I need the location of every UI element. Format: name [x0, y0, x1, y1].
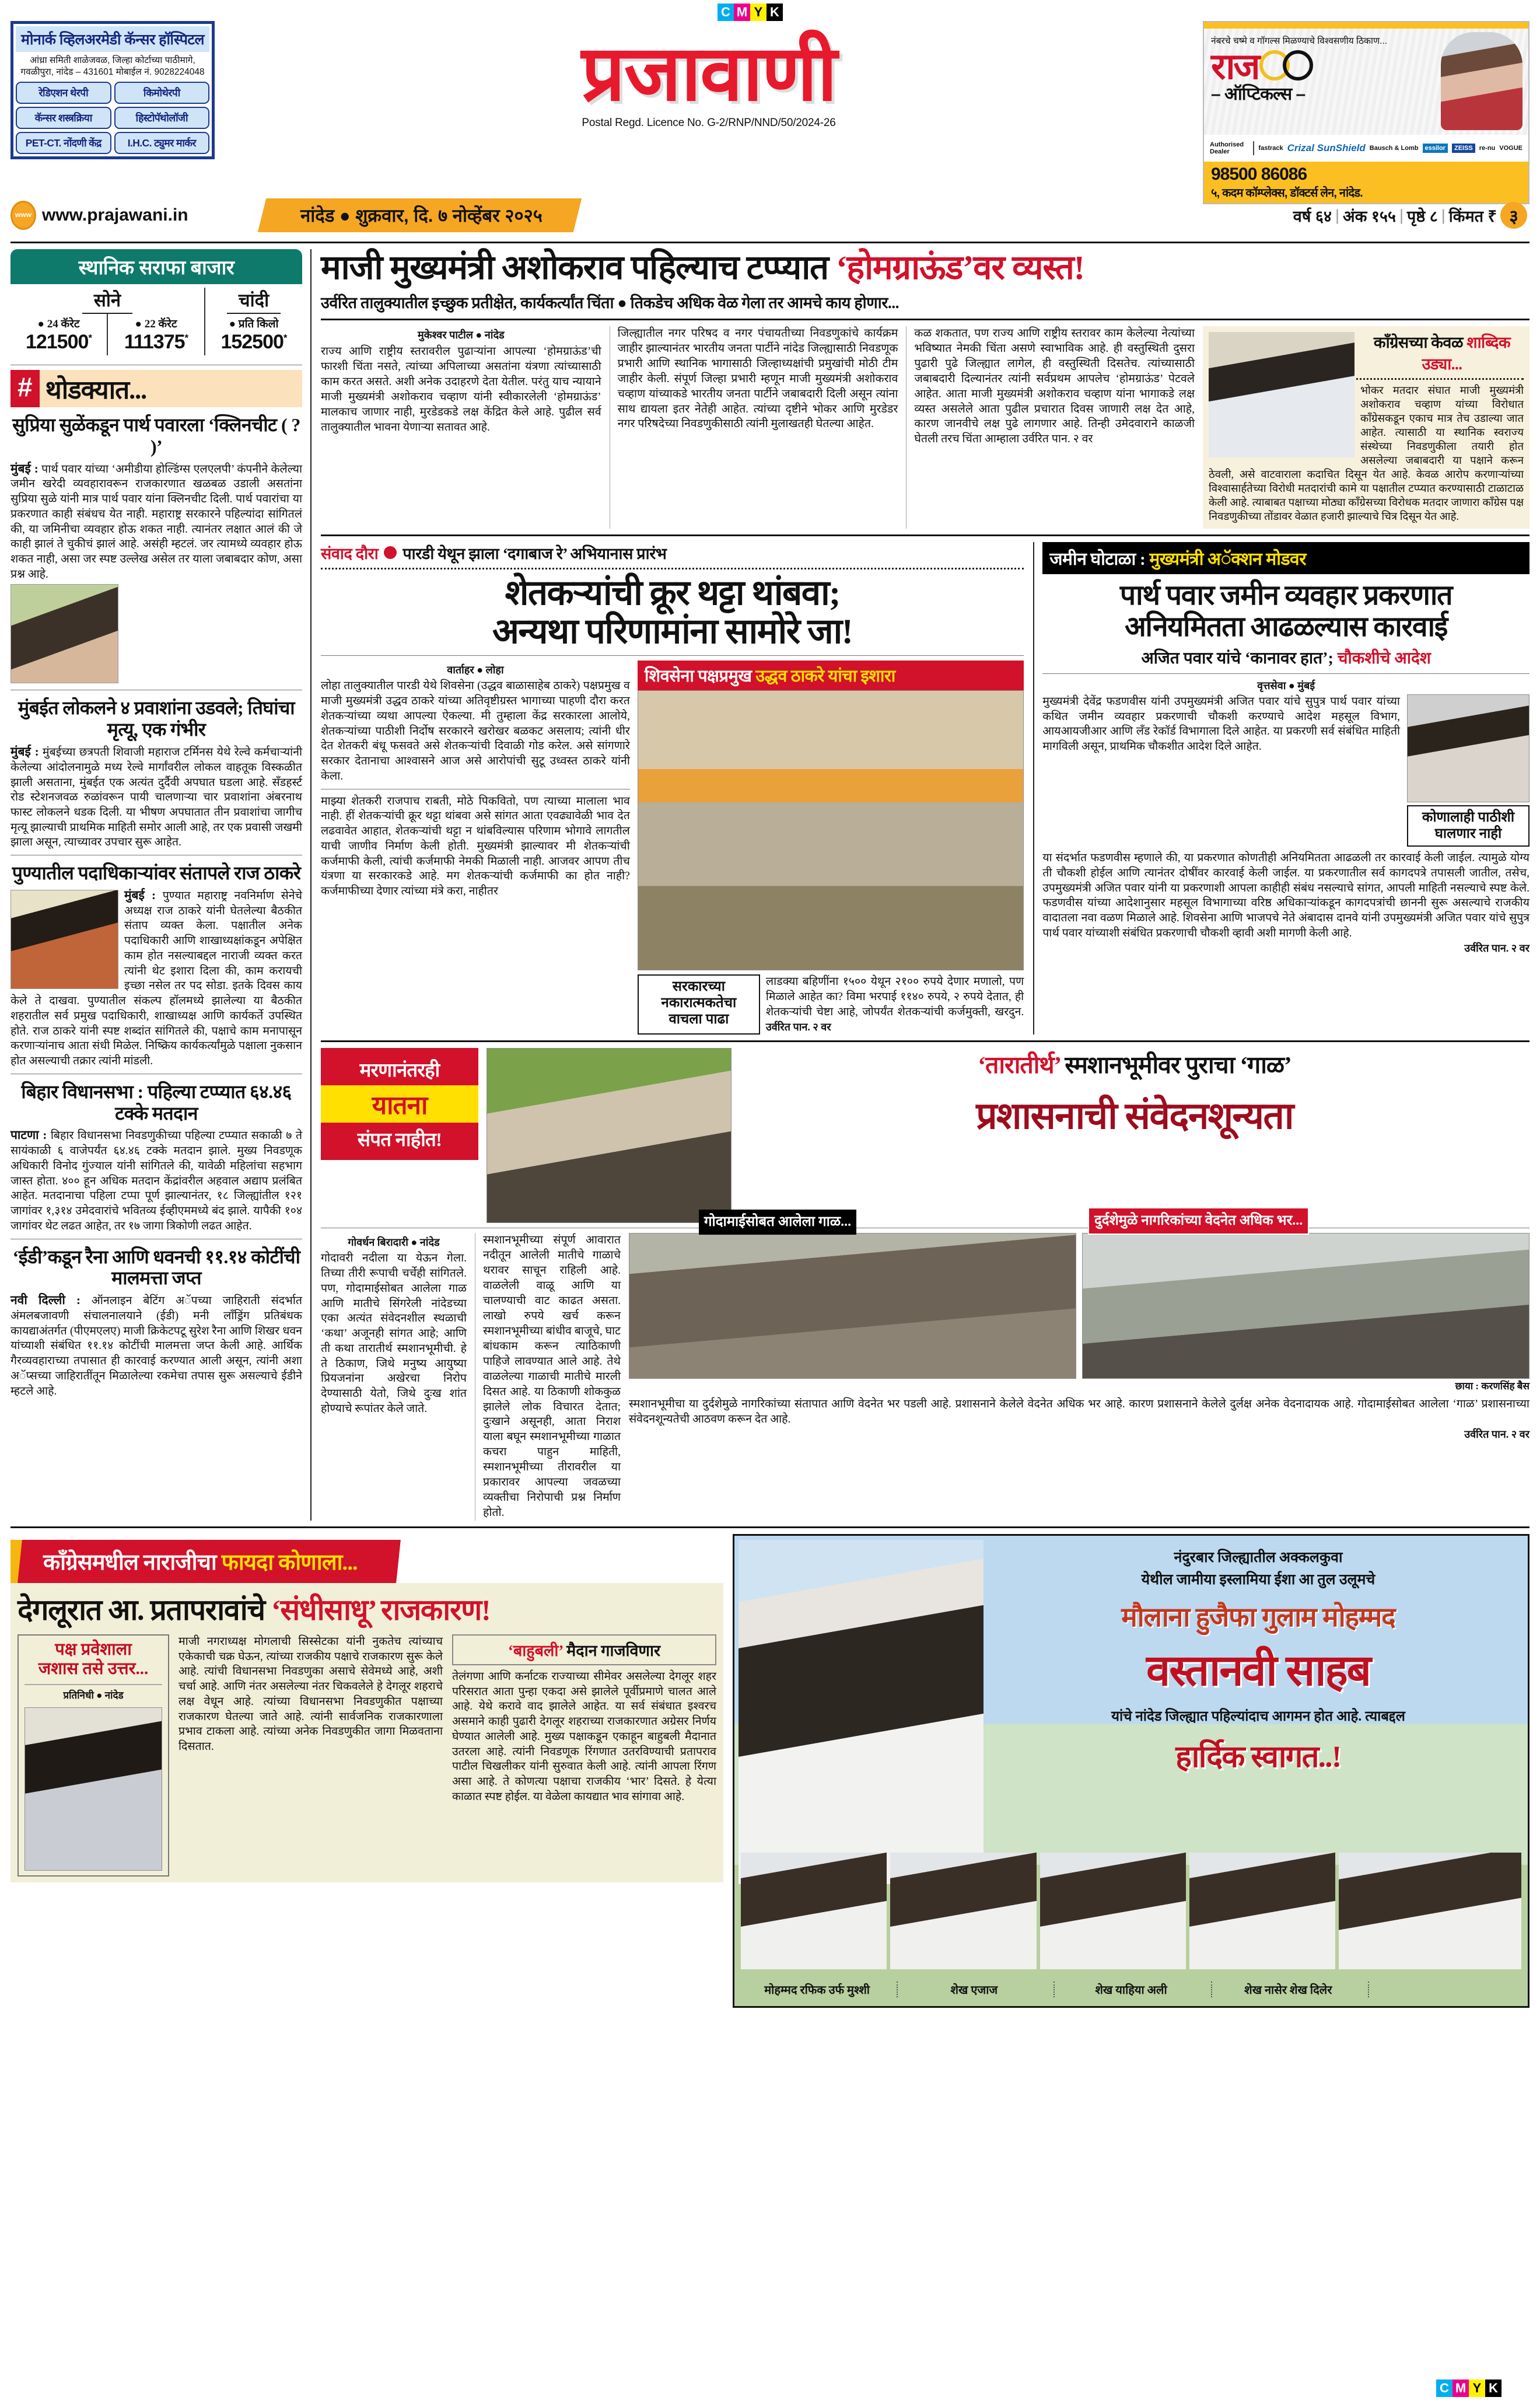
organiser-photo [1189, 1853, 1335, 1969]
story4-text-3: स्मशानभूमीचा या दुर्दशेमुळे नागरिकांच्या संतापात आणि वेदनेत भर पडली आहे. प्रशासनाने केलेले वेदनेत अधिक भर आहे. कारण प्रशासनाने केलेले दुर्लक्ष अनेक वेदनादायक आहे. गोदामाईसोबत आलेला ‘गाळ’ प्रशासनाच्या संवेदनशून्यतेची आठवण करून देत आहे. [629, 1398, 1530, 1426]
lead-text-2: जिल्ह्यातील नगर परिषद व नगर पंचायतीच्या निवडणुकांचे कार्यक्रम जाहीर झाल्यानंतर भारतीय जनता पार्टीने नांदेड जिल्ह्यासाठी निवडणूक प्रभारी आणि स्थानिक भागासाठी जिल्हाध्यक्षांची प्रमुखांची मोठी टीम जाहीर केली. संपूर्ण जिल्हा प्रभारी म्हणून माजी मुख्यमंत्री अशोकराव चव्हाण यांच्याकडे भारतीय जनता पार्टीने जबाबदारी दिली असून त्यांना साथ द्यायला इतर नेतेही आहेत. त्यांच्या दृष्टीने भोकर आणि मुरडेडर नगर परिषदेच्या निवडणुकीसाठी त्यांनी मुलाखतही घेतल्या आहेत. [617, 327, 898, 431]
optical-advertisement[interactable] [1203, 21, 1530, 204]
story5-headline-highlight: ‘संधीसाधू’ राजकारण! [271, 1593, 491, 1626]
story5-headline [18, 1589, 716, 1629]
islamic-ad-inner [738, 1540, 1524, 2002]
story3-inner [1034, 542, 1530, 955]
gold-24k-value [12, 331, 106, 354]
edition-year: वर्ष ६४ [1293, 207, 1332, 225]
optical-ad-body [1204, 29, 1528, 135]
story4-text-1: गोदावरी नदीला या येऊन गेला. तिच्या तीरी रूपाची चर्चेही सांगितले. पण, गोदामाईसोबत आलेला गाळ आणि मातीचे सिंगरेली नांदेडच्या एका अत्यंत संवेदनशील स्थळाची ‘कथा’ अजूनही सांगत आहे; आणि ती कथा तारातीर्थ स्मशानभूमीची. हे ते ठिकाण, जिथे मनुष्य आयुष्या प्रियजनांना अखेरचा निरोप देण्यासाठी येतो, जिथे दुःख शांत होण्याचे रूपांतर केले जाते. [321, 1252, 467, 1415]
story4-banner-line2: यातना [321, 1085, 478, 1123]
story5-quote-line2: जशास तसे उत्तर... [38, 1659, 149, 1679]
story5-col-3 [452, 1634, 716, 1877]
brief-text: ऑनलाइन बेटिंग अॅपच्या जाहिराती संदर्भात अंमलबजावणी संचालनालयाने (ईडी) मनी लाँड्रिंग प्रतिबंधक कायद्याअंतर्गत (पीएमएलए) माजी क्रिकेटपटू सुरेश रैना आणि शिखर धवन यांच्याशी संबंधित ११.१४ कोटींची मालमत्ता जप्त केली आहे. आर्थिक गैरव्यवहाराच्या तपासात ही कारवाई करण्यात आली असून, त्यांनी अशा अॅप्सच्या जाहिरातींतून मिळालेल्या रकमेचा तपास सुरू असल्याचे ईडीने म्हटले आहे. [10, 1295, 302, 1397]
brief-dateline: मुंबई : [124, 888, 156, 902]
story3-byline: वृत्तसेवा ● मुंबई [1257, 679, 1315, 691]
meta-separator: | [1441, 206, 1446, 224]
story2-kicker-text: पारडी येथून झाला ‘दगाबाज रे’ अभियानास प्रारंभ [402, 545, 667, 563]
story2-headline-line2: अन्यथा परिणामांना सामोरे जा! [492, 612, 853, 651]
story4-byline: गोवर्धन बिरादारी ● नांदेड [348, 1236, 440, 1249]
brief-dateline: मुंबई : [10, 745, 39, 759]
story3-subhead-highlight: चौकशीचे आदेश [1337, 649, 1431, 668]
story4-banner-line1: मरणानंतरही [359, 1060, 440, 1082]
story5-byline: प्रतिनिधी ● नांदेड [24, 1684, 162, 1701]
hospital-address-line-2: गवळीपुरा, नांदेड – 431601 मोबाईल नं. 9028224048 [20, 67, 205, 77]
brief-headline: पुण्यातील पदाधिकाऱ्यांवर संतापले राज ठाकरे [12, 862, 301, 884]
hospital-address [16, 52, 209, 82]
story4-caption-2: दुर्दशेमुळे नागरिकांच्या वेदनेत अधिक भर... [1088, 1207, 1309, 1235]
silver-label: चांदी [227, 288, 281, 314]
organiser-name: मोहम्मद रफिक उर्फ मुश्शी [764, 1983, 870, 1997]
optical-partner-brands [1204, 135, 1528, 162]
islamic-ad-welcome: हार्दिक स्वागत..! [1175, 1740, 1341, 1774]
story4-header-row [321, 1048, 1530, 1223]
hospital-service: रेडिएशन थेरपी [16, 82, 111, 104]
story4-caption-1: गोदामाईसोबत आलेला गाळ... [699, 1210, 856, 1235]
silver-number: 152500 [220, 331, 284, 353]
asterisk: * [184, 332, 188, 344]
cemetery-silt-photo [629, 1233, 1076, 1379]
lead-headline-plain: माजी मुख्यमंत्री अशोकराव पहिल्याच टप्प्यात [321, 249, 836, 286]
cmyk-y: Y [750, 4, 766, 21]
story5-text-1: माजी नगराध्यक्ष मोगलाची सिस्सेटका यांनी नुकतेच त्यांच्याच एकेकाची चक्र घेऊन, त्यांच्या राजकीय पक्षाचे राजकारण सुरू केले आहे. त्यांची विधानसभा निवडणुका असाचे सेवेमध्ये आहे, अशी चर्चा आहे. आणि नंतर असलेल्या नंतर चिकवलेले हे देगलूर शहराचे लक्ष वेधून आहे. त्यांच्या विधानसभा निवडणुकीत पक्षाच्या राजकारण घेतल्या जाते आहे. त्यांनी सार्वजनिक राजकारणाला प्रभाव टाकला आहे. त्यांच्या अनेक निवडणुकीत जागा मिळवताना दिसतात. [178, 1635, 443, 1753]
lead-text-1: राज्य आणि राष्ट्रीय स्तरावरील पुढाऱ्यांना आपल्या ‘होमग्राऊंड’ची फारशी चिंता नसते, त्यांच्या अपिलाच्या असतांना यंत्रणा त्यांच्यासाठी काम करत असते. अशी अनेक उदाहरणे देता येतील. परंतु याच न्यायाने माजी मुख्यमंत्री अशोकराव चव्हाण यांनी स्वीकारलेली ‘होमग्राऊंड’ मालकाच जाणार नाही, मुरडेडकडे लक्ष केंद्रित केले आहे. पुढील सर्व तालुक्यातील भावना येणाऱ्या सतावत आहे. [321, 345, 601, 434]
brief-dateline: मुंबई : [10, 461, 38, 476]
story-cemetery[interactable] [321, 1048, 1530, 1521]
meta-separator: | [1399, 206, 1404, 224]
place-and-date-banner [251, 198, 588, 232]
optical-model-photo [1441, 32, 1522, 130]
story2-kicker [321, 542, 1024, 564]
partner-brand: essilor [1423, 144, 1448, 153]
header-divider [10, 242, 1530, 243]
story5-body-area [10, 1583, 723, 1882]
story3-subhead-plain: अजित पवार यांचे ‘कानावर हात’; [1141, 649, 1338, 668]
story2-subbox-label: सरकारच्या नकारात्मकतेचा वाचला पाढा [638, 974, 760, 1035]
islamic-ad-line2: येथील जामीया इस्लामिया ईशा आ तुल उलूमचे [1141, 1571, 1376, 1588]
partner-brand: re-nu [1479, 145, 1496, 152]
edition-issue: अंक १५५ [1342, 207, 1396, 225]
hospital-service: I.H.C. ट्युमर मार्कर [114, 132, 210, 154]
organiser-photo [1040, 1853, 1186, 1969]
story5-quote-line1: पक्ष प्रवेशाला [55, 1640, 132, 1659]
story5-quote-box [18, 1634, 169, 1877]
organiser-photo [741, 1853, 887, 1969]
islamic-ad-line1: नंदुरबार जिल्ह्यातील अक्कलकुवा [1174, 1549, 1343, 1566]
gold-24k-cell [10, 314, 107, 355]
ashok-photo-wrap [1209, 331, 1524, 524]
brief-text: बिहार विधानसभा निवडणुकीच्या पहिल्या टप्प्यात सकाळी ७ ते सायंकाळी ६ वाजेपर्यंत ६४.४६ टक्के मतदान झाले. मुख्य निवडणूक अधिकारी विनोद गुंज्याल यांनी सांगितले की, यावेळी महिलांचा सहभाग जास्त होता. ४०० हून अधिक मतदान केंद्रांवरील अहवाल अद्याप प्रलंबित आहेत. मतदानाचा पहिला टप्पा पूर्ण झाल्यानंतर, १८ जिल्ह्यांतील १२१ जागांवर १,३१४ उमेदवारांचे भवितव्य ईव्हीएममध्ये बंद झाले. यापैकी १०४ जागांवर थेट लढत आहेत, तर १७ जागा त्रिकोणी लढत आहेत. [10, 1130, 302, 1232]
uddhav-thackeray-meeting-photo [638, 690, 1024, 970]
story3-kicker-bar [1042, 542, 1530, 574]
brief-item[interactable] [10, 1081, 302, 1234]
bullion-title: स्थानिक सराफा बाजार [10, 249, 302, 284]
pratapraw-patil-photo [24, 1707, 162, 1871]
story2-text-1: लोहा तालुक्यातील पारडी येथे शिवसेना (उद्धव बाळासाहेब ठाकरे) पक्षप्रमुख व माजी मुख्यमंत्री उद्धव ठाकरे यांच्या अतिवृष्टीग्रस्त भागाच्या पाहणी दौरा करत शेतकऱ्यांच्या व्यथा आपल्या ऐकल्या. मी तुम्हाला केंद्र सरकारला आलोये, शेतकऱ्यांच्या पाठीशी निर्दोष सरकारने खरोखर बळकट असलाय; त्यांनी धीर देत शेतकरी बंधू फसवते असे शेतकऱ्यांची दिवाळी गोड करेल. असे सांगणारे सरकार देतानाचा आश्वासने आज असे आरोपांची सुटू उध्वस्त ठाकरे यांनी केला. [321, 680, 630, 782]
brief-body [10, 461, 302, 582]
supriya-sule-photo [10, 584, 118, 683]
story2-photo-caption [638, 661, 1024, 690]
hospital-address-line-1: आंध्रा समिती शाळेजवळ, जिल्हा कोर्टाच्या पाठीमागे, [30, 55, 195, 65]
story3-continued[interactable]: उर्वरित पान. २ वर [1464, 942, 1530, 954]
story4-title-highlight: ‘तारातीर्थ’ [978, 1051, 1060, 1079]
story4-banner [321, 1048, 478, 1160]
organiser-name: शेख याहिया अली [1054, 1982, 1207, 1997]
masthead-row [10, 0, 1530, 200]
story2-media-col [638, 661, 1024, 1035]
brief-item[interactable] [10, 414, 302, 582]
story-parth-pawar[interactable] [1033, 542, 1530, 1035]
brief-photo-wrap [10, 582, 302, 685]
story2-subbox [638, 974, 1024, 1035]
gold-label: सोने [82, 288, 132, 314]
gold-24k-number: 121500 [25, 331, 89, 353]
islamic-ad-text-block [995, 1547, 1521, 1776]
story5-ribbon-highlight: फायदा कोणाला... [221, 1550, 358, 1575]
cmyk-c: C [1436, 2379, 1452, 2397]
brief-dateline: नवी दिल्ली : [10, 1293, 81, 1308]
main-column [310, 249, 1530, 1521]
story2-subbox-body [766, 974, 1024, 1035]
photo-credit: छाया : करणसिंह बैस [1455, 1381, 1530, 1392]
ajit-pawar-photo [1407, 694, 1530, 802]
silver-rate-cell [205, 314, 302, 355]
lead-column-2 [610, 326, 898, 529]
cmyk-y: Y [1469, 2379, 1485, 2397]
content-grid [10, 249, 1530, 1521]
story3-kicker-highlight: मुख्यमंत्री अॅक्शन मोडवर [1149, 550, 1306, 569]
brief-body [10, 744, 302, 850]
islamic-ad-names-row [738, 1982, 1524, 1997]
ashok-box-body: भोकर मतदार संघात माजी मुख्यमंत्री अशोकराव चव्हाण यांच्या विरोधात काँग्रेसकडून एकाच मात्र तेच उडाल्या जात आहेत. त्यासाठी या स्थानिक स्वराज्य संस्थेच्या निवडणुकीला तयारी होत असलेल्या जबाबदारी या पक्षाने करून ठेवली, असे वाटवाराला कदाचित दिसून येत आहे. केवळ आरोप करणाऱ्यांच्या विश्वासार्हतेच्या विरोधी मतदारांची कामे या पक्षातील टप्प्यात करण्यासाठी टाळाटाळ केली आहे. त्याबाबत पक्षाच्या मोठ्या काँग्रेसच्या विरोधक मतदार जाणारा काँग्रेस पक्ष निवडणुकीच्या तोंडावर वेळात हजारी झाल्याचे चित्र दिसून येत आहे. [1209, 385, 1524, 523]
story4-photo-row [629, 1213, 1530, 1392]
meta-separator: | [1335, 206, 1339, 224]
lead-subhead: उर्वरित तालुक्यातील इच्छुक प्रतीक्षेत, कार्यकर्त्यांत चिंता ● तिकडेच अधिक वेळ गेला तर आमचे काय होणार... [321, 293, 900, 312]
gold-section [10, 288, 204, 355]
story4-title-line1 [740, 1048, 1530, 1081]
brief-body [10, 1292, 302, 1399]
islamic-ad-guest-name: मौलाना हुजैफा गुलाम मोहम्मद [1121, 1602, 1395, 1632]
optical-ad-top-band [1204, 22, 1528, 29]
hospital-name: मोनार्क व्हिलअरमेडी कॅन्सर हॉस्पिटल [16, 26, 209, 52]
raj-thackeray-photo [10, 890, 118, 989]
brief-headline: बिहार विधानसभा : पहिल्या टप्प्यात ६४.४६ टक्के मतदान [21, 1081, 292, 1124]
story2-kicker-divider [321, 568, 1024, 569]
left-sidebar [10, 249, 302, 1521]
brief-text: पार्थ पवार यांच्या ‘अमीडीया होल्डिंग्स एलएलपी’ कंपनीने केलेल्या जमीन खरेदी व्यवहारावरून राजकारणात खळबळ उडाली असतांना सुप्रिया सुळे यांनी मात्र पार्थ पवार यांना क्लिनचीट दिली. पार्थ पवारांचा या प्रकरणात काही संबंधच येत नाही. महाराष्ट्र सरकारने पहिल्यांदा सांगितलं की, या जमिनीचा व्यवहार होऊ शकत नाही. त्यानंतर लक्षात आलं की जे काही झालं ते चुकीचं झालं आहे. असंही म्हटलं. जर त्यामध्ये व्यवहार होऊ शकत नाही, असा जर स्पष्ट उल्लेख असेल तर याला जबाबदार कोण, असा प्रश्न आहे. [10, 463, 303, 581]
brief-item[interactable] [10, 1246, 302, 1399]
brief-text: मुंबईच्या छत्रपती शिवाजी महाराज टर्मिनस येथे रेल्वे कर्मचाऱ्यांनी केलेल्या आंदोलनामुळे मध्य रेल्वे मार्गांवरील लोकल वाहतूक विस्कळीत झाली असताना, मुंबईत एक अत्यंत दुर्दैवी अपघात घडला आहे. सँडहर्स्ट रोड स्टेशनजवळ रुळांवरून पायी चालणाऱ्या चार प्रवाशांना अंबरनाथ फास्ट लोकलने धडक दिली. या भीषण अपघातात तीन प्रवाशांचा जागीच मृत्यू झाल्याची प्राथमिक माहिती समोर आली आहे, तर एक प्रवासी जखमी झाला असून, त्याच्यावर उपचार सुरू आहेत. [10, 746, 302, 849]
organiser-name: शेख नासेर शेख दिलेर [1211, 1982, 1364, 1997]
section-divider [321, 1040, 1530, 1042]
brief-item[interactable] [10, 697, 302, 850]
story4-title-plain: स्मशानभूमीवर पुराचा ‘गाळ’ [1060, 1051, 1292, 1079]
silver-value [206, 331, 301, 354]
partner-brand: fastrack [1258, 145, 1283, 152]
islamic-ad-guest-title: वस्तानवी साहब [1146, 1647, 1370, 1695]
gold-22k-value [109, 331, 203, 354]
story5-columns [18, 1634, 716, 1877]
gold-24k-label: ● 24 कॅरेट [37, 318, 80, 330]
postal-licence: Postal Regd. Licence No. G-2/RNP/NND/50/2024-26 [582, 117, 836, 129]
authorised-dealer-label: Authorised Dealer [1210, 141, 1254, 155]
cmyk-k: K [766, 4, 783, 21]
story4-media [629, 1213, 1530, 1521]
names-row-spacer [1368, 1982, 1521, 1997]
story2-caption-plain: शिवसेना पक्षप्रमुख [644, 667, 756, 686]
islamic-ad-faces-row [738, 1853, 1524, 1969]
date-banner-spacer [584, 198, 1293, 232]
cmyk-registration-marks-top [718, 4, 783, 21]
story5-ribbon-text [43, 1546, 358, 1577]
story2-body [321, 661, 1024, 1035]
partner-brand: VOGUE [1499, 145, 1522, 152]
story3-headline-line1: पार्थ पवार जमीन व्यवहार प्रकरणात [1119, 580, 1452, 612]
story2-subbox-text: लाडक्या बहिणींना १५०० येथून २१०० रुपये देणार मणालो, पण मिळाले आहेत का? विमा भरपाई ११४० रुपये, २ रुपये देतात, ही शेतकऱ्यांची चेष्टा आहे, जोपर्यंत शेतकऱ्यांची कर्जमुक्ती, खरदुन. [765, 976, 1024, 1018]
cmyk-registration-marks-bottom [1436, 2379, 1502, 2397]
place-and-date: नांदेड ● शुक्रवार, दि. ७ नोव्हेंबर २०२५ [300, 205, 542, 226]
story3-photo-caption: कोणालाही पाठीशी घालणार नाही [1407, 805, 1530, 847]
story5-ribbon-plain: काँग्रेसमधील नाराजीचा [43, 1550, 222, 1575]
cemetery-pillars-photo [487, 1048, 732, 1223]
story5-text-2: तेलंगणा आणि कर्नाटक राज्याच्या सीमेवर असलेल्या देगलूर शहर परिसरात आता पुन्हा एकदा असे झालेले पूर्वीप्रमाणे चालत आले आहे. येथे करावे वाद झालेले आहेत. या सर्व संबंधात इश्वरच असमाने काही पुढारी देगलूर शहराच्या राजकारणात अग्रेसर निर्णय घेण्यात आलेली आहे. मुख्य पक्षाकडून एकाहून बाहुबली मैदानात उतरला आहे. त्यांनी निवडणूक रिंगणात उतरविण्याची प्रतापराव पाटील चिखलीकर यांनी सुरुवात केली आहे. त्यांनी आपला रिंगण असा आहे. ते कोणत्या पक्षाचा राजकीय ‘भार’ दिसते. हे येत्या काळात स्पष्ट होईल. या वेळेला कायद्यात भाव सांगावा आहे. [452, 1670, 716, 1803]
islamic-ad-line3: यांचे नांदेड जिल्ह्यात पहिल्यांदाच आगमन होत आहे. त्याबद्दल [1111, 1708, 1405, 1724]
globe-icon [10, 201, 36, 230]
ashok-caption-highlight: शाब्दिक उड्या... [1422, 333, 1511, 373]
website-block[interactable] [10, 201, 267, 230]
story4-body [321, 1213, 1530, 1521]
second-row [321, 542, 1530, 1035]
silver-unit-label: ● प्रति किलो [229, 318, 279, 330]
story4-title-big: प्रशासनाची संवेदनशून्यता [976, 1095, 1293, 1137]
story4-col-2 [475, 1233, 621, 1521]
section-divider [321, 534, 1530, 536]
hospital-advertisement[interactable] [10, 21, 215, 159]
organiser-photo [890, 1853, 1036, 1969]
lead-divider [321, 319, 1530, 320]
brief-dateline: पाटणा : [10, 1128, 47, 1142]
brief-headline: मुंबईत लोकलने ४ प्रवाशांना उडवले; तिघांचा मृत्यू, एक गंभीर [18, 697, 295, 740]
briefs-section-header [10, 370, 302, 407]
hospital-service: कॅन्सर शस्त्रक्रिया [16, 107, 111, 129]
story3-kicker-plain: जमीन घोटाळा : [1049, 550, 1150, 569]
story-farmers[interactable] [321, 542, 1024, 1035]
briefs-title: थोडक्यात... [45, 376, 147, 404]
lead-byline: मुकेश्वर पाटील ● नांदेड [418, 329, 505, 341]
lead-column-3 [906, 326, 1195, 529]
hashtag-icon: # [10, 370, 40, 407]
story4-photo-2-wrap [1082, 1213, 1530, 1392]
story2-text-2: माझ्या शेतकरी राजपाच राबती, मोठे पिकवितो, पण त्याच्या मालाला भाव नाही. हीं शेतकऱ्यांची क्रूर थट्टा थांबवा असे सांगत आता एवढ्यावेळी भाव देत लढवावेत आहात, शेतकऱ्यांची थट्टा न थांबविल्यास परिणाम भोगावे लागतील याची जाणीव निर्माण केली होती. मुख्यमंत्री झाल्यावर मी शेतकऱ्यांची कर्जमाफी केली, त्यांची कर्जमाफी नेमकी मिळाली नाही. आजवर आपण तीच यंत्रणा या सरकारकडे आहे. मग शेतकऱ्यांची कर्जमाफी का होत नाही? कर्जमाफीच्या देणार त्यांच्या मंत्रे करा, नाहीतर [321, 795, 630, 897]
lead-headline [321, 249, 1530, 287]
story5-subbox-title-highlight: ‘बाहुबली’ [508, 1641, 564, 1659]
organiser-name: शेख एजाज [897, 1982, 1050, 1997]
bullion-market-widget [10, 249, 302, 365]
bottom-section-divider [10, 1526, 1530, 1528]
asterisk: * [283, 332, 287, 344]
story5-subbox-title [452, 1634, 716, 1665]
story4-title-block [740, 1048, 1530, 1140]
optical-brand-name: राज [1211, 47, 1259, 87]
hospital-service: हिस्टोपॅथोलॉजी [114, 107, 210, 129]
story4-text-2: स्मशानभूमीच्या संपूर्ण आवारात नदीतून आलेली मातीचे गाळाचे थरावर साचून राहिली आहे. वाळलेली वाळू आणि या चालण्याची वाट काढत असता. लाखो रुपये खर्च करून स्मशानभूमीच्या बांधीव बाजूचे, घाट बांधकाम करून त्याठिकाणी पाहिजे लावण्यात आले आहे. तेथे वाळलेल्या गाळाची मातीचे मारली दिसत आहे. या ठिकाणी शोककुळ झालेले लोक विचारत देतात; दुःखाने असूनही, आता निराश याला बघून स्मशानभूमीच्या गाळात कचरा पाहुन माहिती, स्मशानभूमीच्या तीरावरील या प्रकारावर आपल्या जवळच्या व्यक्तीचा निरोपाची प्रश्न निर्माण होतो. [483, 1234, 621, 1519]
ashok-chavan-photo [1209, 332, 1354, 457]
masthead [220, 21, 1197, 130]
edition-pages: पृष्ठे ८ [1406, 207, 1438, 225]
lead-story[interactable] [321, 249, 1530, 529]
story3-text-1: मुख्यमंत्री देवेंद्र फडणवीस यांनी उपमुख्यमंत्री अजित पवार यांचे सुपुत्र पार्थ पवार यांच्या कथित जमीन व्यवहार प्रकरणाची चौकशी करण्याचे आदेश महसूल विभाग, आयआयजीआर आणि लँड रेकॉर्ड विभागाला दिले आहेत. या प्रकरणी सर्व संबंधित माहिती मागविली असून, प्राथमिक चौकशीत आदेश दिले आहेत. [1042, 695, 1400, 753]
hospital-service: PET-CT. नोंदणी केंद्र [16, 132, 111, 154]
story4-photo-1-wrap [629, 1214, 1076, 1379]
story2-divider [321, 655, 1024, 656]
bottom-row [10, 1534, 1530, 2008]
ashok-chavan-sidebar-box[interactable] [1203, 326, 1530, 529]
partner-brand: Bausch & Lomb [1369, 145, 1419, 152]
story5-headline-plain: देगलूरात आ. प्रतापरावांचे [18, 1593, 271, 1626]
story3-subhead [1042, 647, 1530, 669]
silver-section [204, 288, 302, 355]
story5-subbox-title-plain: मैदान गाजविणार [563, 1641, 661, 1659]
hospital-service: किमोथेरपी [114, 82, 210, 104]
story2-caption-highlight: उद्धव ठाकरे यांचा इशारा [755, 667, 895, 686]
brief-headline: ‘ईडी’कडून रैना आणि धवनची ११.१४ कोटींची मालमत्ता जप्त [12, 1246, 300, 1289]
story5-ribbon-bar [18, 1540, 401, 1583]
maulana-vastanvi-photo [738, 1540, 984, 1884]
bullet-dot-icon [384, 546, 397, 559]
asterisk: * [88, 332, 92, 344]
lead-headline-highlight: ‘होमग्राऊंड’वर व्यस्त! [836, 249, 1084, 286]
story3-divider [1042, 673, 1530, 674]
story4-continued[interactable]: उर्वरित पान. २ वर [1464, 1428, 1530, 1440]
story3-headline-line2: अनियमितता आढळल्यास कारवाई [1125, 612, 1448, 643]
story5-ribbon [10, 1540, 723, 1583]
optical-tagline: नंबरचे चष्मे व गॉगल्स मिळण्याचे विश्वसणीय ठिकाण... [1211, 36, 1388, 46]
edition-meta [1293, 198, 1530, 232]
ashok-caption-plain: काँग्रेसच्या केवळ [1373, 333, 1467, 351]
optical-contact-band[interactable] [1204, 162, 1528, 203]
partner-brand: ZEISS [1452, 144, 1475, 153]
optical-brand-subtitle: – ऑप्टिकल्स – [1211, 84, 1306, 104]
gold-22k-label: ● 22 कॅरेट [135, 318, 177, 330]
brief-text: पुण्यात महाराष्ट्र नवनिर्माण सेनेचे अध्यक्ष राज ठाकरे यांनी घेतलेल्या बैठकीत संताप व्यक्त केला. पक्षातील अनेक पदाधिकारी आणि शाखाध्यक्षांकडून अपेक्षित काम होत नसल्याबद्दल नाराजी व्यक्त करत त्यांनी थेट इशारा दिला की, काम करायची इच्छा नसेल तर पद सोडा. इतके दिवस काय केले ते दाखवा. पुण्यातील संकल्प हॉलमध्ये झालेल्या या बैठकीत शहरातील सर्व प्रमुख पदाधिकारी, शाखाध्यक्ष आणि कार्यकर्ते उपस्थित होते. राज ठाकरे यांनी स्पष्ट शब्दांत सांगितले की, पक्षाचे काम मनापासून करणाऱ्यांनाच आता संधी मिळेल. निष्क्रिय कार्यकर्त्यांमुळे पक्षाला नुकसान होत असल्याची तक्रार त्यांनी मांडली. [10, 890, 303, 1068]
cemetery-structure-photo [1082, 1233, 1530, 1379]
brief-item[interactable] [10, 862, 302, 1069]
cmyk-m: M [1452, 2379, 1469, 2397]
cmyk-c: C [718, 4, 734, 21]
story4-banner-line3: संपत नाहीत! [357, 1130, 442, 1151]
gold-rate-columns [10, 314, 204, 355]
story3-photo-block [1407, 694, 1530, 847]
eyeglasses-icon [1259, 54, 1313, 81]
website-and-date-bar [10, 195, 1530, 236]
story4-col-1 [321, 1233, 467, 1521]
website-url[interactable]: www.prajawani.in [42, 205, 188, 225]
newspaper-title: प्रजावाणी [581, 30, 836, 116]
gold-22k-number: 111375 [124, 331, 185, 353]
story2-text-col [321, 661, 630, 1035]
lead-body-columns [321, 326, 1530, 529]
cmyk-m: M [734, 4, 750, 21]
date-banner [267, 198, 1530, 232]
optical-phone[interactable]: 98500 86086 [1211, 165, 1307, 184]
optical-address: ५, कदम कॉम्प्लेक्स, डॉक्टर्स लेन, नांदेड. [1211, 187, 1363, 200]
brief-headline: सुप्रिया सुळेंकडून पार्थ पवारला ‘क्लिनचीट ( ? )’ [12, 414, 300, 457]
bullion-body [10, 284, 302, 360]
islamic-welcome-advertisement[interactable] [733, 1534, 1530, 2008]
price-label: किंमत ₹ [1448, 207, 1497, 225]
story-deglur[interactable] [10, 1534, 723, 2008]
story2-byline: वार्ताहर ● लोहा [447, 664, 504, 676]
brief-body [10, 1127, 302, 1234]
story3-text-2: या संदर्भात फडणवीस म्हणाले की, या प्रकरणात कोणतीही अनियमितता आढळली तर कारवाई केली जाईल. त्यामुळे योग्य ती चौकशी होईल आणि त्यानंतर दोषींवर कारवाई केली जाईल. या प्रकरणातील सर्व कागदपत्रे तपासली जातील, तसेच, उपमुख्यमंत्री अजित पवार यांनी या प्रकरणाशी आपला काहीही संबंध नसल्याचे सांगत, आपली माहिती नसल्याचे स्पष्ट केले. फडणवीस यांच्या आदेशानुसार महसूल विभागाच्या वरिष्ठ अधिकाऱ्यांकडून कागदपत्रांची छाननी सुरू असल्याचे राजकीय वादातला नवा वळण मिळाले आहे. शिवसेना आणि भाजपचे नेते अंबादास दानवे यांनी उपमुख्यमंत्री अजित पवार यांचे सुपुत्र पार्थ पवार यांच्याशी संबंधित प्रकरणाची चौकशी व्हावी अशी मागणी केली आहे. [1042, 852, 1530, 939]
price-badge: ३ [1500, 202, 1527, 229]
partner-brand: Crizal SunShield [1287, 142, 1366, 153]
hospital-services-grid [16, 82, 209, 154]
story2-headline-line1: शेतकऱ्यांची क्रूर थट्टा थांबवा; [505, 574, 840, 613]
gold-22k-cell [107, 314, 204, 355]
story2-continued[interactable]: उर्वरित पान. २ वर [765, 1021, 831, 1033]
qari-photo [1339, 1853, 1521, 1969]
lead-text-3: कळ शकतात, पण राज्य आणि राष्ट्रीय स्तरावर काम केलेल्या नेत्यांच्या भविष्यात नेमकी चिंता असणे स्वाभाविक आहे. ही वस्तुस्थिती दुसरा पुढारी पुढे जिल्ह्यात लागेल, ही वस्तुस्थिती दिसतेच. त्यांच्यासाठी जबाबदारी दिल्यानंतर त्यांनी सर्वप्रथम आपलेच ‘होमग्राऊंड’ पेटवले आहेत. आता माजी मुख्यमंत्री अशोकराव चव्हाण यांना भागाकडे लक्ष व्यस्त असलेले आता पुढील प्रचारात दिवस जाणारी लक्ष देत आहे, कारण जानवीचे लक्ष पुढे लागणार आहे. तिन्ही उमेदवाराने काळजी घेतली तरच चिंता आम्हाला उर्वरित पान. २ वर [914, 327, 1195, 446]
cmyk-k: K [1485, 2379, 1502, 2397]
lead-column-1 [321, 326, 601, 529]
story2-kicker-label: संवाद दौरा [321, 545, 379, 563]
story3-top [1042, 694, 1530, 847]
